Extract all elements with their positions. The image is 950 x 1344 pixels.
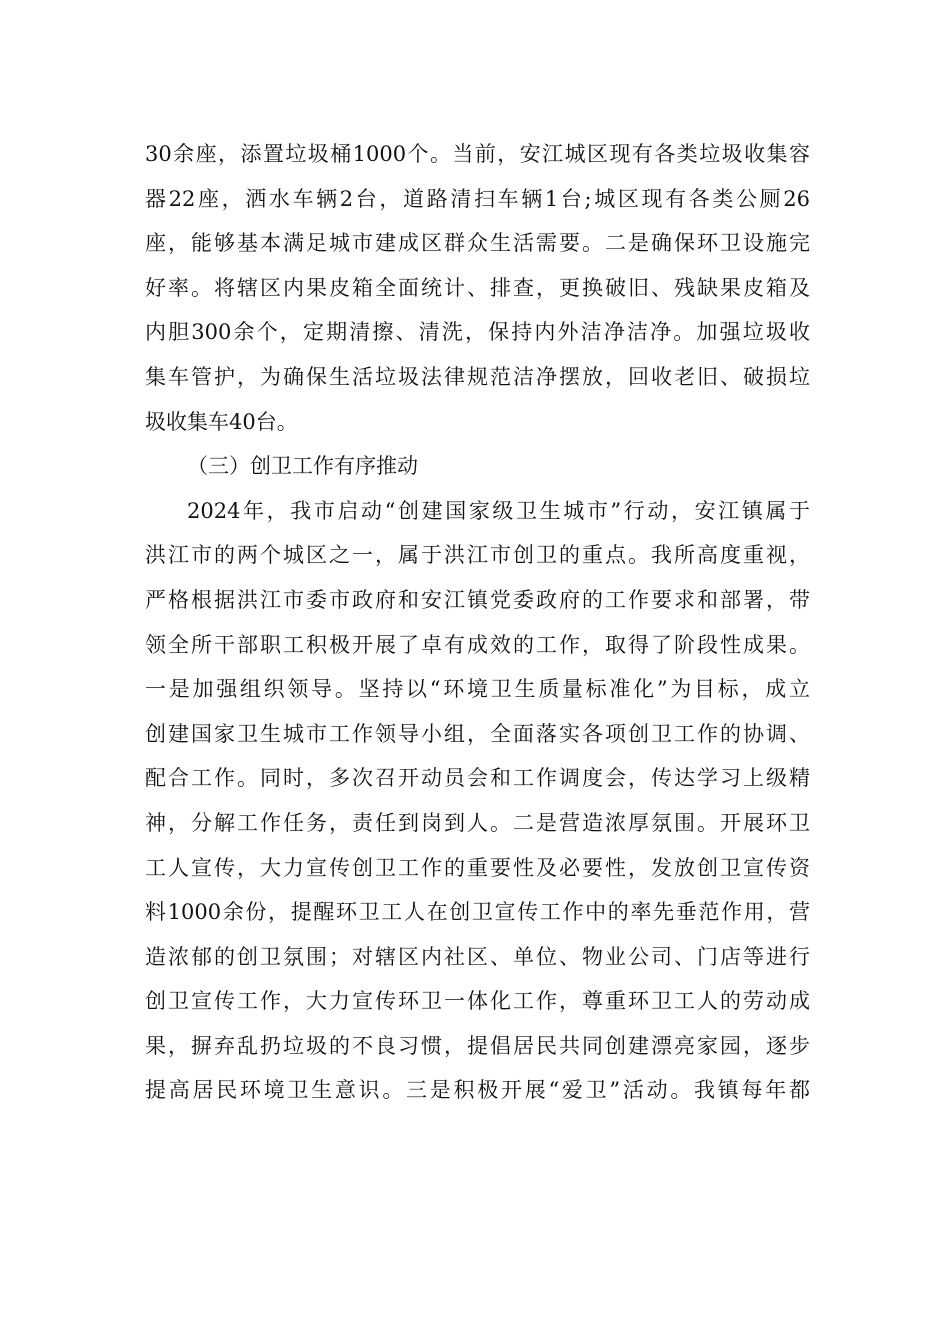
text-line: 神，分解工作任务，责任到岗到人。二是营造浓厚氛围。开展环卫 <box>145 810 810 835</box>
text-line: 工人宣传，大力宣传创卫工作的重要性及必要性，发放创卫宣传资 <box>145 855 810 880</box>
text-line: 圾收集车40台。 <box>145 409 298 434</box>
text-line: 2024年，我市启动“创建国家级卫生城市”行动，安江镇属于 <box>187 498 810 523</box>
text-line: 内胆300余个，定期清擦、清洗，保持内外洁净洁净。加强垃圾收 <box>145 320 810 345</box>
text-line: 创建国家卫生城市工作领导小组，全面落实各项创卫工作的协调、 <box>145 721 810 746</box>
text-line: 配合工作。同时，多次召开动员会和工作调度会，传达学习上级精 <box>145 766 810 791</box>
text-line: 洪江市的两个城区之一，属于洪江市创卫的重点。我所高度重视， <box>145 543 810 568</box>
text-line: 器22座，洒水车辆2台，道路清扫车辆1台;城区现有各类公厕26 <box>145 186 810 211</box>
text-line: 严格根据洪江市委市政府和安江镇党委政府的工作要求和部署，带 <box>145 587 810 612</box>
text-line: 集车管护，为确保生活垃圾法律规范洁净摆放，回收老旧、破损垃 <box>145 364 810 389</box>
text-line: 好率。将辖区内果皮箱全面统计、排查，更换破旧、残缺果皮箱及 <box>145 275 810 300</box>
text-line: 领全所干部职工积极开展了卓有成效的工作，取得了阶段性成果。 <box>145 632 810 657</box>
section-heading: （三）创卫工作有序推动 <box>187 454 418 479</box>
text-line: 提高居民环境卫生意识。三是积极开展“爱卫”活动。我镇每年都 <box>145 1078 810 1103</box>
text-line: 果，摒弃乱扔垃圾的不良习惯，提倡居民共同创建漂亮家园，逐步 <box>145 1033 810 1058</box>
text-line: 料1000余份，提醒环卫工人在创卫宣传工作中的率先垂范作用，营 <box>145 900 810 925</box>
text-line: 创卫宣传工作，大力宣传环卫一体化工作，尊重环卫工人的劳动成 <box>145 989 810 1014</box>
text-line: 座，能够基本满足城市建成区群众生活需要。二是确保环卫设施完 <box>145 231 810 256</box>
document-body <box>145 132 810 1113</box>
text-line: 造浓郁的创卫氛围；对辖区内社区、单位、物业公司、门店等进行 <box>145 944 810 969</box>
text-line: 30余座，添置垃圾桶1000个。当前，安江城区现有各类垃圾收集容 <box>145 142 810 166</box>
text-line: 一是加强组织领导。坚持以“环境卫生质量标准化”为目标，成立 <box>145 677 810 702</box>
